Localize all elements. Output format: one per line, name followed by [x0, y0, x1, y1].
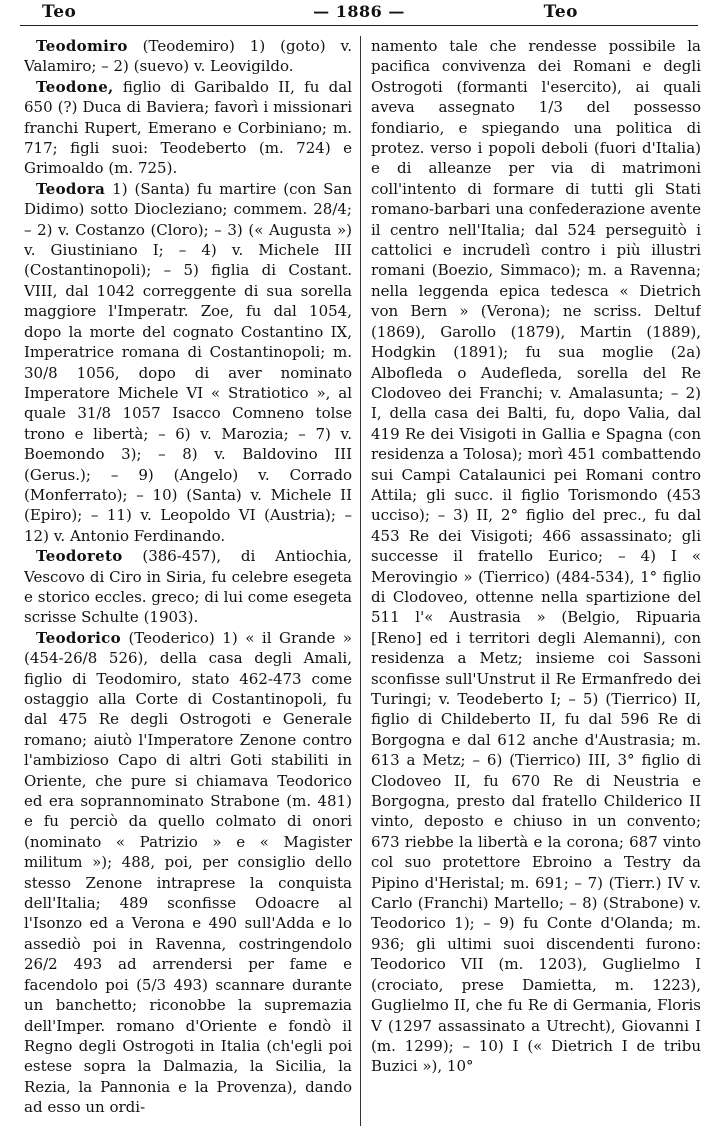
entry-teodorico — [24, 628, 352, 1118]
header-rule — [20, 25, 698, 26]
entry-text: (Teoderico) 1) « il Grande » (454-26/8 526), della casa degli Amali, figlio di Teodomiro, stato 462-473 come ostaggio alla Corte di Costantinopoli, fu dal 475 Re degli Ostrogoti e Generale romano; aiutò l'Imperatore Zenone contro l'ambizioso Capo di altri Goti stabiliti in Oriente, che pure si chiamava Teodorico ed era soprannominato Strabone (m. 481) e fu perciò da quello colmato di onori (nominato « Patrizio » e « Magister militum »); 488, poi, per consiglio dello stesso Zenone intraprese la conquista dell'Italia; 489 sconfisse Odoacre al l'Isonzo ed a Verona e 490 sull'Adda e lo assediò poi in Ravenna, costringendolo 26/2 493 ad arrendersi per fame e facendolo poi (5/3 493) scannare durante un banchetto; riconobbe la supremazia dell'Imper. romano d'Oriente e fondò il Regno degli Ostrogoti in Italia (ch'egli poi estese sopra la Dalmazia, la Sicilia, la Rezia, la Pannonia e la Provenza), dando ad esso un ordi- — [24, 628, 352, 1117]
entry-teodorico-continued: namento tale che rendesse possibile la pacifica convivenza dei Romani e degli Ostrogoti (formanti l'esercito), ai quali aveva assegnato 1/3 del possesso fondiario, e spiegando una politica di protez. verso i popoli deboli (fuori d'Italia) e di alleanze per via di matrimoni coll'intento di formare di tutti gli Stati romano-barbari una confederazione avente il centro nell'Italia; dal 524 perseguitò i cattolici e incrudelì contro i più illustri romani (Boezio, Simmaco); m. a Ravenna; nella leggenda epica tedesca « Dietrich von Bern » (Verona); ne scriss. Deltuf (1869), Garollo (1879), Martin (1889), Hodgkin (1891); fu sua moglie (2a) Albofleda o Audefleda, sorella del Re Clodoveo dei Franchi; v. Amalasunta; – 2) I, della casa dei Balti, fu, dopo Valia, dal 419 Re dei Visigoti in Gallia e Spagna (con residenza a Tolosa); morì 451 combattendo sui Campi Catalaunici pei Romani contro Attila; gli succ. il figlio Torismondo (453 ucciso); – 3) II, 2° figlio del prec., fu dal 453 Re dei Visigoti; 466 assassinato; gli successe il fratello Eurico; – 4) I « Merovingio » (Tierrico) (484-534), 1° figlio di Clodoveo, ottenne nella spartizione del 511 l'« Austrasia » (Belgio, Ripuaria [Reno] ed i territori degli Alemanni), con residenza a Metz; insieme coi Sassoni sconfisse sull'Unstrut il Re Ermanfredo dei Turingi; v. Teodeberto I; – 5) (Tierrico) II, figlio di Childeberto II, fu dal 596 Re di Borgogna e dal 612 anche d'Austrasia; m. 613 a Metz; – 6) (Tierrico) III, 3° figlio di Clodoveo II, fu 670 Re di Neustria e Borgogna, presto dal fratello Childerico II vinto, deposto e chiuso in un convento; 673 riebbe la libertà e la corona; 687 vinto col suo protettore Ebroino a Testry da Pipino d'Heristal; m. 691; – 7) (Tierr.) IV v. Carlo (Franchi) Martello; – 8) (Strabone) v. Teodorico 1); – 9) fu Conte d'Olanda; m. 936; gli ultimi suoi discendenti furono: Teodorico VII (m. 1203), Guglielmo I (crociato, prese Damietta, m. 1223), Guglielmo II, che fu Re di Germania, Floris V (1297 assassinato a Utrecht), Giovanni I (m. 1299); – 10) I (« Dietrich I de tribu Buzici »), 10° — [371, 37, 701, 1076]
left-column — [24, 36, 352, 1133]
header-left-word: Teo — [42, 2, 77, 22]
column-divider — [360, 36, 361, 1126]
page-header — [0, 2, 718, 26]
page-number: — 1886 — — [313, 2, 405, 21]
entry-headword: Teodone, — [36, 77, 114, 96]
entry-teodone — [24, 77, 352, 179]
entry-headword: Teodomiro — [36, 37, 128, 55]
entry-teodora — [24, 179, 352, 546]
entry-text: (Teodemiro) 1) (goto) v. Valamiro; – 2) (suevo) v. Leovigildo. — [24, 37, 352, 76]
entry-headword: Teodoreto — [36, 547, 123, 566]
entry-text: 1) (Santa) fu martire (con San Didimo) sotto Diocleziano; commem. 28/4; – 2) v. Costanzo (Cloro); – 3) (« Augusta ») v. Giustiniano I; – 4) v. Michele III (Costantinopoli); – 5) figlia di Costant. VIII, dal 1042 correggente di sua sorella maggiore l'Imperatr. Zoe, fu dal 1054, dopo la morte del cognato Costantino IX, Imperatrice romana di Costantinopoli; m. 30/8 1056, dopo di aver nominato Imperatore Michele VI « Stratiotico », al quale 31/8 1057 Isacco Comneno tolse trono e libertà; – 6) v. Marozia; – 7) v. Boemondo 3); – 8) v. Baldovino III (Gerus.); – 9) (Angelo) v. Corrado (Monferrato); – 10) (Santa) v. Michele II (Epiro); – 11) v. Leopoldo VI (Austria); – 12) v. Antonio Ferdinando. — [24, 179, 352, 545]
entry-text: figlio di Garibaldo II, fu dal 650 (?) Duca di Baviera; favorì i missionari franchi Rupert, Emerano e Corbiniano; m. 717; figli suoi: Teodeberto (m. 724) e Grimoaldo (m. 725). — [24, 77, 352, 178]
entry-headword: Teodorico — [36, 628, 121, 647]
entry-text: (386-457), di Antiochia, Vescovo di Ciro in Siria, fu celebre esegeta e storico eccles. greco; di lui come esegeta scrisse Schulte (1903). — [24, 547, 352, 627]
entry-headword: Teodora — [36, 179, 106, 198]
header-right-word: Teo — [543, 2, 578, 22]
entry-teodoreto — [24, 546, 352, 628]
right-column — [371, 36, 701, 1133]
entry-teodomiro — [24, 36, 352, 77]
